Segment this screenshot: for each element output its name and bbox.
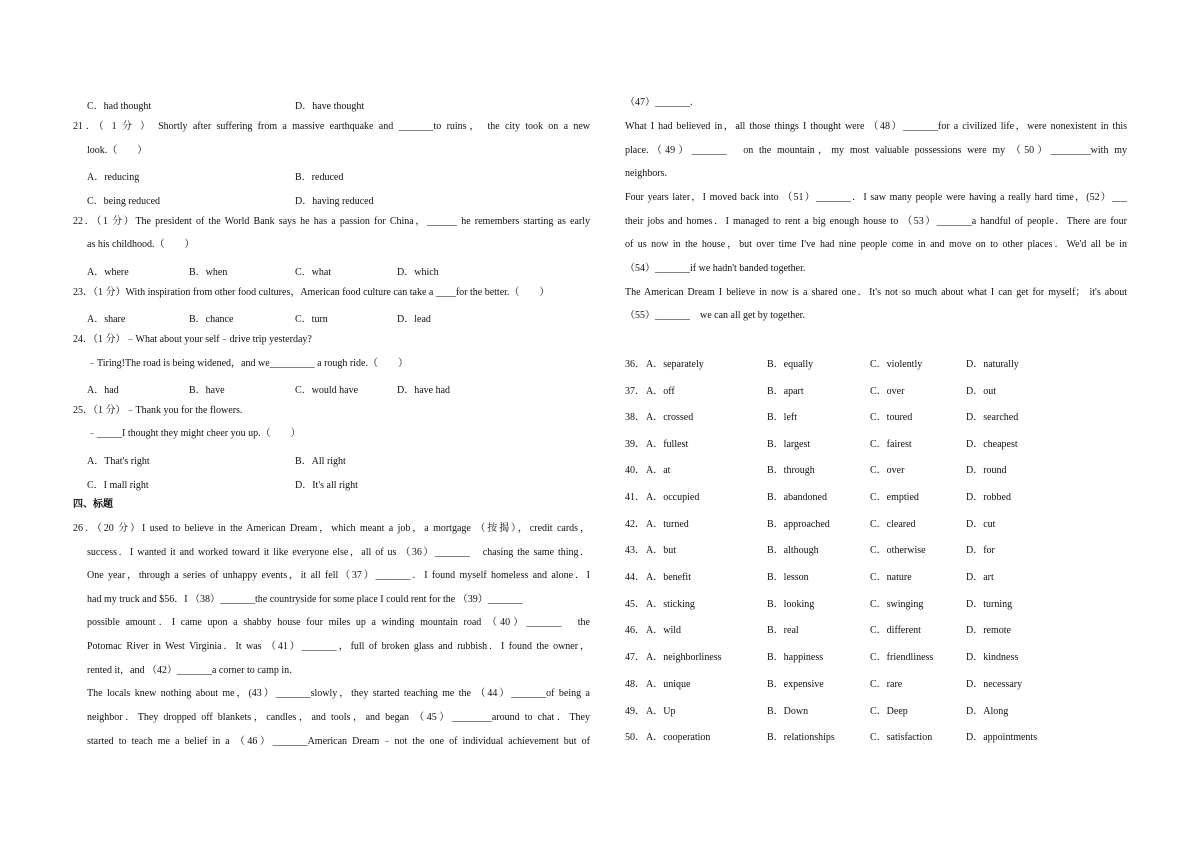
passage-line: The locals knew nothing about me，(43）_______slowly，they started teaching me the （44）_______of being a: [87, 688, 590, 699]
passage-line: The American Dream I believe in now is a shared one．It's not so much about what I can get for myself； it's about: [625, 287, 1127, 298]
choice-number: 40．: [625, 465, 645, 476]
choice-d: D．cut: [966, 519, 996, 530]
q21-stem: 21．（ 1 分 ） Shortly after suffering from a massive earthquake and _______to ruins， the city took on a new: [73, 121, 590, 132]
q21-option-a: A．reducing: [87, 172, 140, 183]
q23-option-c: C．turn: [295, 314, 328, 325]
choice-d: D．naturally: [966, 359, 1019, 370]
choice-a: A．fullest: [646, 439, 689, 450]
q23-option-d: D．lead: [397, 314, 431, 325]
choice-a: A．Up: [646, 706, 676, 717]
q22-stem: 22．（1 分）The president of the World Bank says he has a passion for China，______ he remembers starting as early: [73, 216, 590, 227]
q22-option-d: D．which: [397, 267, 439, 278]
choice-number: 39．: [625, 439, 645, 450]
choice-d: D．Along: [966, 706, 1009, 717]
choice-a: A．sticking: [646, 599, 695, 610]
q22-option-c: C．what: [295, 267, 332, 278]
choice-d: D．appointments: [966, 732, 1038, 743]
passage-line: started to teach me a belief in a （46）_______American Dream﹣not the one of individual achievement but of: [87, 736, 590, 747]
passage-line: What I had believed in，all those things I thought were （48）_______for a civilized life，were nonexistent in this: [625, 121, 1127, 132]
choice-d: D．searched: [966, 412, 1019, 423]
choice-number: 43．: [625, 545, 645, 556]
passage-line: Potomac River in West Virginia．It was （41）_______，full of broken glass and rubbish．I found the owner，: [87, 641, 590, 652]
q24-option-d: D．have had: [397, 385, 451, 396]
choice-b: B．expensive: [767, 679, 824, 690]
choice-number: 44．: [625, 572, 645, 583]
choice-number: 48．: [625, 679, 645, 690]
q24-option-a: A．had: [87, 385, 119, 396]
choice-d: D．round: [966, 465, 1007, 476]
q23-option-b: B．chance: [189, 314, 234, 325]
choice-a: A．neighborliness: [646, 652, 722, 663]
choice-d: D．remote: [966, 625, 1011, 636]
choice-b: B．through: [767, 465, 815, 476]
q21-option-b: B．reduced: [295, 172, 344, 183]
passage-line: （47）_______.: [625, 97, 693, 108]
choice-c: C．over: [870, 465, 905, 476]
q22-stem-cont: as his childhood.（ ）: [87, 239, 195, 250]
choice-b: B．Down: [767, 706, 809, 717]
q21-stem-cont: look.（ ）: [87, 145, 148, 156]
choice-b: B．approached: [767, 519, 830, 530]
q24-stem: 24．（1 分）﹣What about your self﹣drive trip yesterday?: [73, 334, 312, 345]
passage-line: One year，through a series of unhappy events，it all fell（37）_______．I found myself homeless and alone．I: [87, 570, 590, 581]
passage-line: neighbor．They dropped off blankets，candles，and tools，and began （45）________around to chat．They: [87, 712, 590, 723]
choice-c: C．Deep: [870, 706, 908, 717]
choice-d: D．turning: [966, 599, 1013, 610]
choice-b: B．equally: [767, 359, 814, 370]
passage-line: （55）_______ we can all get by together.: [625, 310, 805, 321]
passage-line: （54）_______if we hadn't banded together.: [625, 263, 806, 274]
q25-stem: 25．（1 分）﹣Thank you for the flowers.: [73, 405, 243, 416]
choice-c: C．toured: [870, 412, 913, 423]
choice-c: C．otherwise: [870, 545, 926, 556]
passage-line: place.（49）_______ on the mountain，my most valuable possessions were my （50）________with my: [625, 145, 1127, 156]
choice-a: A．turned: [646, 519, 689, 530]
choice-b: B．although: [767, 545, 819, 556]
q21-option-d: D．having reduced: [295, 196, 374, 207]
choice-d: D．out: [966, 386, 996, 397]
choice-number: 50．: [625, 732, 645, 743]
q25-option-a: A．That's right: [87, 456, 150, 467]
choice-b: B．abandoned: [767, 492, 827, 503]
q25-stem-cont: ﹣_____I thought they might cheer you up.（ ）: [87, 428, 301, 439]
choice-c: C．nature: [870, 572, 912, 583]
choice-c: C．violently: [870, 359, 923, 370]
choice-d: D．necessary: [966, 679, 1023, 690]
choice-number: 42．: [625, 519, 645, 530]
choice-c: C．satisfaction: [870, 732, 933, 743]
passage-line: 26．（20 分）I used to believe in the American Dream，which meant a job，a mortgage （按揭），credit cards，: [73, 523, 590, 534]
choice-number: 37．: [625, 386, 645, 397]
choice-c: C．over: [870, 386, 905, 397]
passage-line: Four years later，I moved back into （51）_______．I saw many people were having a really hard time，(52）___: [625, 192, 1127, 203]
choice-a: A．unique: [646, 679, 691, 690]
choice-c: C．emptied: [870, 492, 919, 503]
choice-d: D．kindness: [966, 652, 1019, 663]
passage-line: had my truck and $56．I （38）_______the countryside for some place I could rent for the （39）_______: [87, 594, 523, 605]
q21-option-c: C．being reduced: [87, 196, 161, 207]
q25-option-b: B．All right: [295, 456, 346, 467]
choice-number: 45．: [625, 599, 645, 610]
choice-b: B．largest: [767, 439, 811, 450]
choice-b: B．lesson: [767, 572, 809, 583]
q25-option-c: C．I mall right: [87, 480, 149, 491]
choice-d: D．cheapest: [966, 439, 1018, 450]
q25-option-d: D．It's all right: [295, 480, 358, 491]
choice-b: B．looking: [767, 599, 815, 610]
section-heading: 四、标题: [73, 499, 113, 510]
choice-a: A．but: [646, 545, 676, 556]
choice-number: 47．: [625, 652, 645, 663]
choice-b: B．left: [767, 412, 797, 423]
passage-line: their jobs and homes．I managed to rent a big enough house to （53）_______a handful of people．There are four: [625, 216, 1127, 227]
q22-option-a: A．where: [87, 267, 129, 278]
choice-a: A．cooperation: [646, 732, 711, 743]
choice-c: C．fairest: [870, 439, 912, 450]
choice-d: D．art: [966, 572, 994, 583]
choice-b: B．apart: [767, 386, 804, 397]
q24-option-b: B．have: [189, 385, 225, 396]
choice-number: 46．: [625, 625, 645, 636]
passage-line: of us now in the house，but over time I've had nine people come in and move on to other places．We'd all be in: [625, 239, 1127, 250]
q22-option-b: B．when: [189, 267, 228, 278]
choice-a: A．off: [646, 386, 675, 397]
passage-line: success．I wanted it and worked toward it like everyone else，all of us （36）_______ chasing the same thing．: [87, 547, 590, 558]
choice-a: A．at: [646, 465, 671, 476]
choice-number: 41．: [625, 492, 645, 503]
choice-b: B．real: [767, 625, 799, 636]
q20-option-c: C．had thought: [87, 101, 152, 112]
choice-b: B．happiness: [767, 652, 824, 663]
choice-b: B．relationships: [767, 732, 835, 743]
choice-c: C．rare: [870, 679, 903, 690]
q24-stem-cont: ﹣Tiring!The road is being widened，and we_________ a rough ride.（ ）: [87, 358, 408, 369]
q23-stem: 23．（1 分）With inspiration from other food cultures，American food culture can take a ____for the better.（ ）: [73, 287, 550, 298]
choice-a: A．separately: [646, 359, 704, 370]
choice-a: A．occupied: [646, 492, 700, 503]
choice-a: A．wild: [646, 625, 681, 636]
q23-option-a: A．share: [87, 314, 126, 325]
choice-c: C．cleared: [870, 519, 916, 530]
choice-d: D．for: [966, 545, 995, 556]
choice-c: C．friendliness: [870, 652, 934, 663]
passage-line: possible amount．I came upon a shabby house four miles up a winding mountain road （40）_______ the: [87, 617, 590, 628]
choice-number: 38．: [625, 412, 645, 423]
passage-line: rented it，and （42）_______a corner to camp in．: [87, 665, 300, 676]
choice-a: A．benefit: [646, 572, 691, 583]
choice-number: 49．: [625, 706, 645, 717]
choice-c: C．swinging: [870, 599, 924, 610]
choice-d: D．robbed: [966, 492, 1011, 503]
passage-line: neighbors.: [625, 168, 667, 179]
q24-option-c: C．would have: [295, 385, 359, 396]
q20-option-d: D．have thought: [295, 101, 365, 112]
choice-number: 36．: [625, 359, 645, 370]
choice-c: C．different: [870, 625, 921, 636]
choice-a: A．crossed: [646, 412, 694, 423]
